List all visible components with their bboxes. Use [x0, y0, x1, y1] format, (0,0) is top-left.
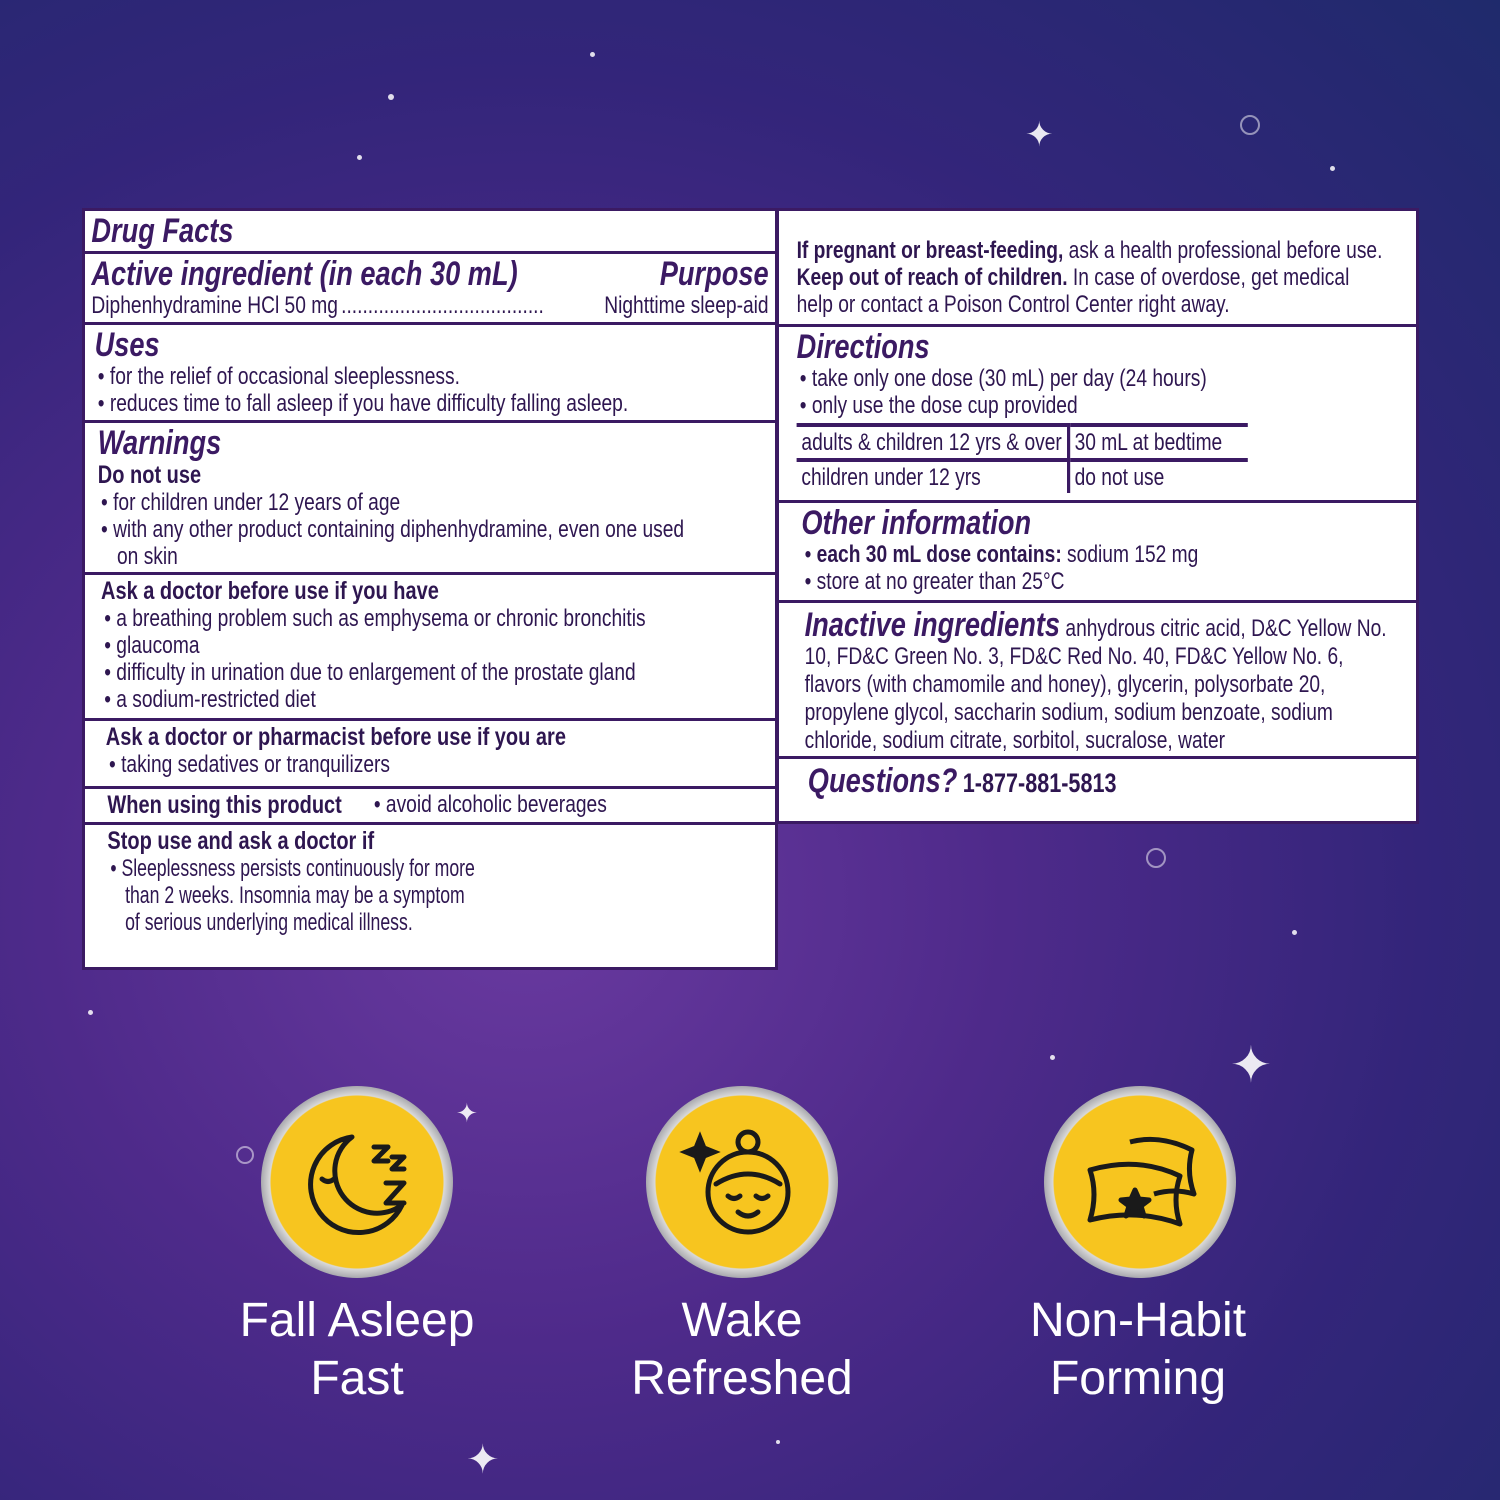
- dose-table: [797, 423, 1248, 493]
- ask-doctor-section: [85, 575, 775, 721]
- do-not-use-heading: Do not use: [97, 461, 202, 489]
- pregnancy-warning-section: [779, 211, 1416, 327]
- drug-facts-title: Drug Facts: [91, 212, 234, 250]
- star-decoration: [776, 1440, 780, 1444]
- questions-section: [779, 759, 1416, 821]
- ring-decoration: [1146, 848, 1166, 868]
- drug-facts-left-panel: [82, 208, 778, 970]
- star-decoration: [1050, 1055, 1055, 1060]
- sparkle-decoration: ✦: [466, 1438, 500, 1482]
- purpose-heading: Purpose: [659, 255, 769, 293]
- benefit-line: Refreshed: [631, 1352, 853, 1405]
- directions-item: • take only one dose (30 mL) per day (24 hours): [797, 365, 1410, 392]
- benefit-label-fall-asleep: [187, 1292, 527, 1408]
- sparkle-decoration: ✦: [1025, 116, 1054, 154]
- warning-item: • with any other product containing diphenhydramine, even one used: [98, 516, 769, 543]
- dose-age: children under 12 yrs: [797, 460, 1069, 493]
- directions-item: • only use the dose cup provided: [797, 392, 1410, 419]
- leader-dots: ......................................: [341, 292, 544, 319]
- benefit-line: Fast: [310, 1352, 404, 1405]
- stop-use-item-cont: than 2 weeks. Insomnia may be a symptom: [125, 882, 465, 909]
- star-decoration: [357, 155, 362, 160]
- sparkle-decoration: ✦: [456, 1098, 478, 1128]
- star-decoration: [88, 1010, 93, 1015]
- benefit-line: Non-Habit: [1029, 1294, 1247, 1347]
- pillow-icon: [1044, 1086, 1236, 1278]
- stop-use-item-cont: of serious underlying medical illness.: [125, 909, 413, 936]
- other-information-section: [779, 503, 1416, 603]
- dose-contains-label: each 30 mL dose contains:: [816, 541, 1062, 568]
- keep-out-bold: Keep out of reach of children.: [796, 264, 1068, 291]
- star-decoration: [1330, 166, 1335, 171]
- benefit-line: Fall Asleep: [239, 1294, 475, 1347]
- ask-doctor-item: • a sodium-restricted diet: [101, 686, 769, 713]
- stop-use-item: • Sleeplessness persists continuously for more: [107, 855, 715, 882]
- when-using-heading: When using this product: [107, 791, 342, 819]
- inactive-ingredients-text: anhydrous citric acid, D&C Yellow No. 10, FD&C Green No. 3, FD&C Red No. 40, FD&C Yellow No. 6, flavors (with chamomile and honey), glycerin, polysorbate 20, propylene glycol, saccharin sodium, sodium benzoate, sodium chloride, sodium citrate, sorbitol, sucralose, water: [804, 615, 1387, 754]
- uses-item: • for the relief of occasional sleeplessness.: [95, 363, 769, 390]
- active-ingredient: Diphenhydramine HCl 50 mg: [91, 292, 338, 319]
- dose-age: adults & children 12 yrs & over: [797, 425, 1069, 460]
- pregnant-text: ask a health professional before use.: [1063, 237, 1383, 264]
- warning-item-cont: on skin: [117, 543, 178, 570]
- ask-pharmacist-heading: Ask a doctor or pharmacist before use if you are: [105, 723, 566, 751]
- directions-heading: Directions: [796, 328, 930, 366]
- stop-use-section: [85, 825, 775, 967]
- benefit-line: Wake: [681, 1294, 803, 1347]
- ask-doctor-item: • difficulty in urination due to enlargement of the prostate gland: [101, 659, 769, 686]
- overdose-text: In case of overdose, get medical help or contact a Poison Control Center right away.: [796, 264, 1350, 318]
- drug-facts-header: [85, 211, 775, 254]
- storage-info: • store at no greater than 25°C: [801, 568, 1409, 595]
- table-row: [797, 460, 1248, 493]
- uses-heading: Uses: [94, 326, 160, 364]
- star-decoration: [388, 94, 394, 100]
- when-using-item: • avoid alcoholic beverages: [371, 791, 607, 819]
- active-ingredient-section: [85, 254, 775, 325]
- dose-amount: 30 mL at bedtime: [1068, 425, 1247, 460]
- active-ingredient-heading: Active ingredient (in each 30 mL): [91, 255, 518, 293]
- ask-doctor-heading: Ask a doctor before use if you have: [101, 577, 439, 605]
- face-sparkle-icon: [646, 1086, 838, 1278]
- ring-decoration: [1240, 115, 1260, 135]
- uses-item: • reduces time to fall asleep if you have difficulty falling asleep.: [95, 390, 769, 417]
- ask-pharmacist-section: [85, 721, 775, 789]
- moon-sleep-icon: [261, 1086, 453, 1278]
- purpose: Nighttime sleep-aid: [604, 292, 769, 319]
- table-row: [797, 425, 1248, 460]
- inactive-ingredients-section: [779, 603, 1416, 759]
- ask-doctor-item: • glaucoma: [101, 632, 769, 659]
- when-using-section: [85, 789, 775, 825]
- ask-doctor-item: • a breathing problem such as emphysema or chronic bronchitis: [101, 605, 769, 632]
- warnings-heading: Warnings: [97, 424, 222, 462]
- ask-pharmacist-item: • taking sedatives or tranquilizers: [106, 751, 769, 778]
- directions-section: [779, 327, 1416, 503]
- questions-heading: Questions?: [807, 762, 958, 800]
- star-decoration: [1292, 930, 1297, 935]
- inactive-ingredients-heading: Inactive ingredients: [804, 606, 1061, 644]
- stop-use-heading: Stop use and ask a doctor if: [107, 827, 375, 855]
- sodium-value: sodium 152 mg: [1061, 541, 1199, 568]
- pregnant-bold: If pregnant or breast-feeding,: [796, 237, 1064, 264]
- benefit-label-wake-refreshed: [572, 1292, 912, 1408]
- warning-item: • for children under 12 years of age: [98, 489, 769, 516]
- sparkle-decoration: ✦: [1230, 1037, 1272, 1093]
- dose-amount: do not use: [1068, 460, 1247, 493]
- uses-section: [85, 325, 775, 423]
- benefit-label-non-habit: [968, 1292, 1308, 1408]
- warnings-section: [85, 423, 775, 575]
- phone-number[interactable]: 1-877-881-5813: [962, 768, 1117, 798]
- ring-decoration: [236, 1146, 254, 1164]
- other-information-heading: Other information: [801, 504, 1032, 542]
- drug-facts-right-panel: [776, 208, 1419, 824]
- star-decoration: [590, 52, 595, 57]
- benefit-line: Forming: [1049, 1352, 1227, 1405]
